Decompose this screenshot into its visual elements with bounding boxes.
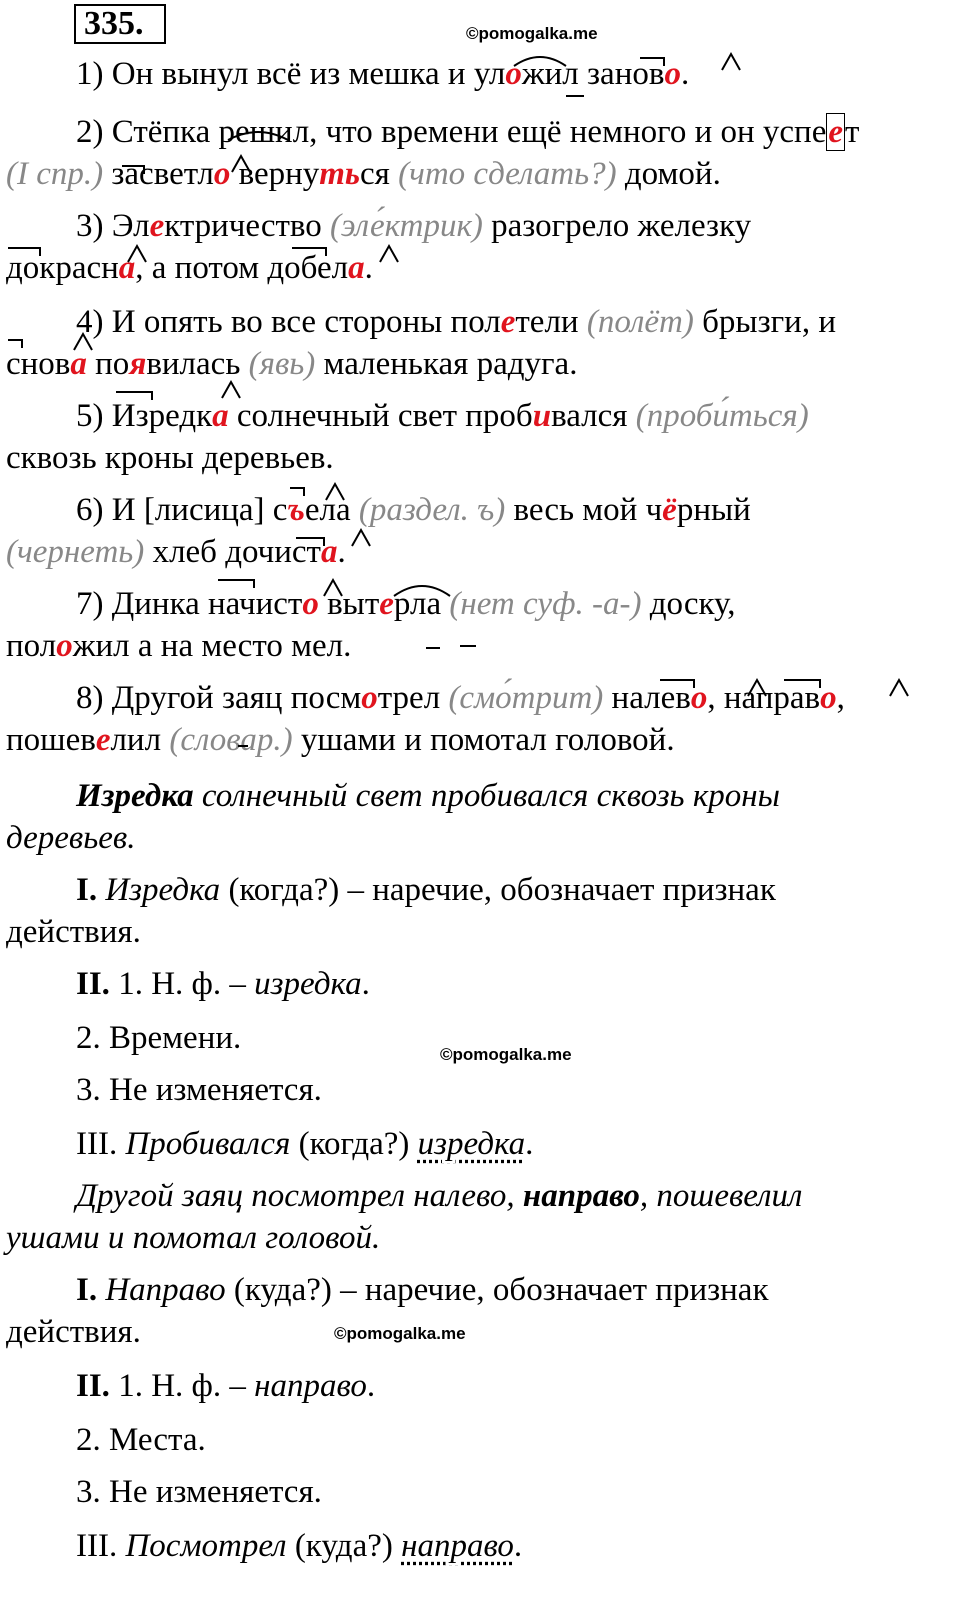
suffix-caret [352, 530, 370, 546]
text-fragment: пол [6, 628, 57, 664]
text-fragment: солнечный свет проб [228, 398, 533, 434]
text-fragment: верну [230, 156, 320, 192]
highlighted-letter: о [302, 586, 319, 622]
highlighted-letter: а [70, 346, 87, 382]
text-line-s1b [6, 818, 135, 858]
highlighted-letter: о [213, 156, 231, 192]
text-fragment: вался [551, 398, 636, 434]
text-line-l5b [6, 438, 334, 478]
text-fragment: 2. Времени. [76, 1020, 242, 1056]
highlighted-letter: я [129, 346, 147, 382]
text-fragment: солнечный свет пробивался сквозь кроны [193, 778, 780, 814]
text-line-l2a [76, 112, 859, 152]
text-line-p1b [6, 912, 141, 952]
highlighted-letter: о [820, 680, 837, 716]
text-line-s1a [76, 776, 780, 816]
text-fragment: вилась [146, 346, 249, 382]
text-fragment: жил а на место мел. [72, 628, 352, 664]
text-fragment: весь мой ч [505, 492, 663, 528]
text-line-l6b [6, 532, 346, 572]
highlighted-letter: о [664, 56, 681, 92]
text-fragment: 3. Не изменяется. [76, 1072, 322, 1108]
text-fragment: 7) Динка начист [76, 586, 303, 622]
text-fragment: III. [76, 1126, 126, 1162]
text-fragment: брызги, и [693, 304, 836, 340]
text-fragment: (когда?) – наречие, обозначает признак [220, 872, 776, 908]
text-fragment: пошев [6, 722, 96, 758]
text-line-p1a [76, 870, 776, 910]
text-line-q1b [6, 1312, 141, 1352]
text-fragment: изредка [417, 1126, 526, 1162]
text-fragment: 1) Он вынул всё из мешка и ул [76, 56, 506, 92]
text-fragment: . [366, 1368, 376, 1404]
explanation-note: (полёт) [586, 304, 694, 340]
text-fragment: ела [304, 492, 359, 528]
text-fragment: выт [318, 586, 380, 622]
highlighted-letter: ё [662, 492, 677, 528]
text-fragment: изредка [254, 966, 362, 1002]
text-fragment: . [364, 250, 373, 286]
highlighted-letter: о [505, 56, 522, 92]
highlighted-letter: и [532, 398, 552, 434]
text-fragment: , [836, 680, 845, 716]
explanation-note: (чернеть) [6, 534, 145, 570]
text-line-l3b [6, 248, 373, 288]
text-line-l4b [6, 344, 577, 384]
text-fragment: направо [401, 1528, 514, 1564]
watermark: ©pomogalka.me [466, 24, 598, 43]
text-line-p3 [76, 1018, 241, 1058]
explanation-note: (нет суф. -а-) [449, 586, 642, 622]
text-line-s2b [6, 1218, 380, 1258]
text-fragment: тели [515, 304, 587, 340]
text-fragment: домой. [616, 156, 721, 192]
text-line-l5a [76, 396, 809, 436]
text-fragment: II. [76, 1368, 110, 1404]
text-fragment: засветл [103, 156, 214, 192]
text-fragment: снов [6, 346, 71, 382]
highlighted-letter: о [690, 680, 708, 716]
text-fragment: докрасн [6, 250, 119, 286]
text-fragment: действия. [6, 1314, 141, 1350]
text-fragment: I. [76, 1272, 98, 1308]
text-line-l7b [6, 626, 351, 666]
text-line-s2a [76, 1176, 802, 1216]
text-fragment: 1. Н. ф. – [109, 1368, 255, 1404]
highlighted-letter: е [95, 722, 111, 758]
explanation-note: (эле́ктрик) [330, 208, 483, 244]
text-fragment: 4) И опять во все стороны пол [76, 304, 501, 340]
text-fragment: разогрело железку [482, 208, 752, 244]
text-line-l3a [76, 206, 751, 246]
text-fragment: 5) Изредк [76, 398, 213, 434]
text-fragment: . [680, 56, 690, 92]
highlighted-letter: е [828, 114, 844, 150]
watermark: ©pomogalka.me [440, 1045, 572, 1064]
text-fragment: маленькая радуга. [315, 346, 578, 382]
text-fragment: . [525, 1126, 534, 1162]
text-fragment: (куда?) [286, 1528, 402, 1564]
text-fragment: т [845, 114, 860, 150]
text-fragment: по [86, 346, 130, 382]
watermark: ©pomogalka.me [334, 1324, 466, 1343]
text-fragment: 8) Другой заяц посм [76, 680, 362, 716]
text-fragment: налев [603, 680, 691, 716]
text-line-q3 [76, 1420, 206, 1460]
text-fragment: Изредка [105, 872, 221, 908]
highlighted-letter: е [379, 586, 394, 622]
text-fragment: ушами и помотал головой. [292, 722, 675, 758]
text-line-q1a [76, 1270, 768, 1310]
explanation-note: (проби́ться) [635, 398, 809, 434]
suffix-caret [722, 54, 740, 70]
text-line-l8a [76, 678, 845, 718]
text-fragment: II. [76, 966, 110, 1002]
text-fragment: , а потом добел [135, 250, 349, 286]
text-line-p2 [76, 964, 370, 1004]
text-fragment: Изредка [76, 778, 194, 814]
suffix-caret [380, 246, 398, 262]
highlighted-letter: а [212, 398, 229, 434]
highlighted-letter: е [500, 304, 516, 340]
text-fragment: Другой заяц посмотрел налево, [76, 1178, 523, 1214]
text-line-p4 [76, 1070, 322, 1110]
text-line-q5 [76, 1526, 522, 1566]
text-fragment: I. [76, 872, 98, 908]
text-fragment: Направо [105, 1272, 226, 1308]
text-fragment: хлеб дочист [144, 534, 321, 570]
highlighted-letter: а [118, 250, 136, 286]
explanation-note: (словар.) [169, 722, 293, 758]
explanation-note: (что сделать?) [398, 156, 617, 192]
text-fragment: ся [360, 156, 399, 192]
text-line-q4 [76, 1472, 322, 1512]
text-line-l2b [6, 154, 721, 194]
text-line-l6a [76, 490, 751, 530]
text-fragment: . [361, 966, 370, 1002]
text-fragment: Посмотрел [125, 1528, 287, 1564]
text-fragment: доску, [641, 586, 736, 622]
text-fragment: лил [110, 722, 170, 758]
text-fragment: ктричество [164, 208, 331, 244]
text-fragment: , направ [707, 680, 821, 716]
highlighted-letter: а [348, 250, 365, 286]
highlighted-letter: ть [319, 156, 361, 192]
explanation-note: (смо́трит) [448, 680, 604, 716]
text-fragment: . [513, 1528, 523, 1564]
text-fragment: рный [676, 492, 751, 528]
text-fragment: сквозь кроны деревьев. [6, 440, 334, 476]
text-fragment: 6) И [лисица] с [76, 492, 288, 528]
text-line-l4a [76, 302, 836, 342]
text-fragment: Пробивался [125, 1126, 291, 1162]
text-fragment: , пошевелил [639, 1178, 803, 1214]
text-line-p5 [76, 1124, 533, 1164]
text-fragment: (куда?) – наречие, обозначает признак [225, 1272, 769, 1308]
explanation-note: (I спр.) [6, 156, 104, 192]
text-fragment: трел [377, 680, 449, 716]
text-fragment: направо [254, 1368, 367, 1404]
text-line-l1 [76, 54, 689, 94]
text-fragment: III. [76, 1528, 126, 1564]
text-fragment: ушами и помотал головой. [6, 1220, 381, 1256]
suffix-caret [890, 680, 908, 696]
explanation-note: (раздел. ъ) [358, 492, 506, 528]
text-fragment: (когда?) [290, 1126, 418, 1162]
text-fragment: рла [393, 586, 450, 622]
explanation-note: (явь) [248, 346, 316, 382]
text-fragment: жил занов [521, 56, 665, 92]
highlighted-letter: е [149, 208, 165, 244]
text-fragment: 2) Стёпка решил, что времени ещё немного и он успе [76, 114, 827, 150]
text-fragment: 3) Эл [76, 208, 150, 244]
text-fragment: . [337, 534, 346, 570]
text-line-l8b [6, 720, 675, 760]
text-fragment: направо [522, 1178, 640, 1214]
text-fragment: 2. Места. [76, 1422, 206, 1458]
text-line-l7a [76, 584, 736, 624]
exercise-number: 335. [74, 4, 166, 44]
text-fragment: 1. Н. ф. – [109, 966, 255, 1002]
text-fragment: деревьев. [6, 820, 136, 856]
text-line-q2 [76, 1366, 375, 1406]
highlighted-letter: о [56, 628, 73, 664]
highlighted-letter: ъ [287, 492, 305, 528]
text-fragment: действия. [6, 914, 141, 950]
text-fragment: 3. Не изменяется. [76, 1474, 322, 1510]
highlighted-letter: а [320, 534, 338, 570]
highlighted-letter: о [361, 680, 378, 716]
